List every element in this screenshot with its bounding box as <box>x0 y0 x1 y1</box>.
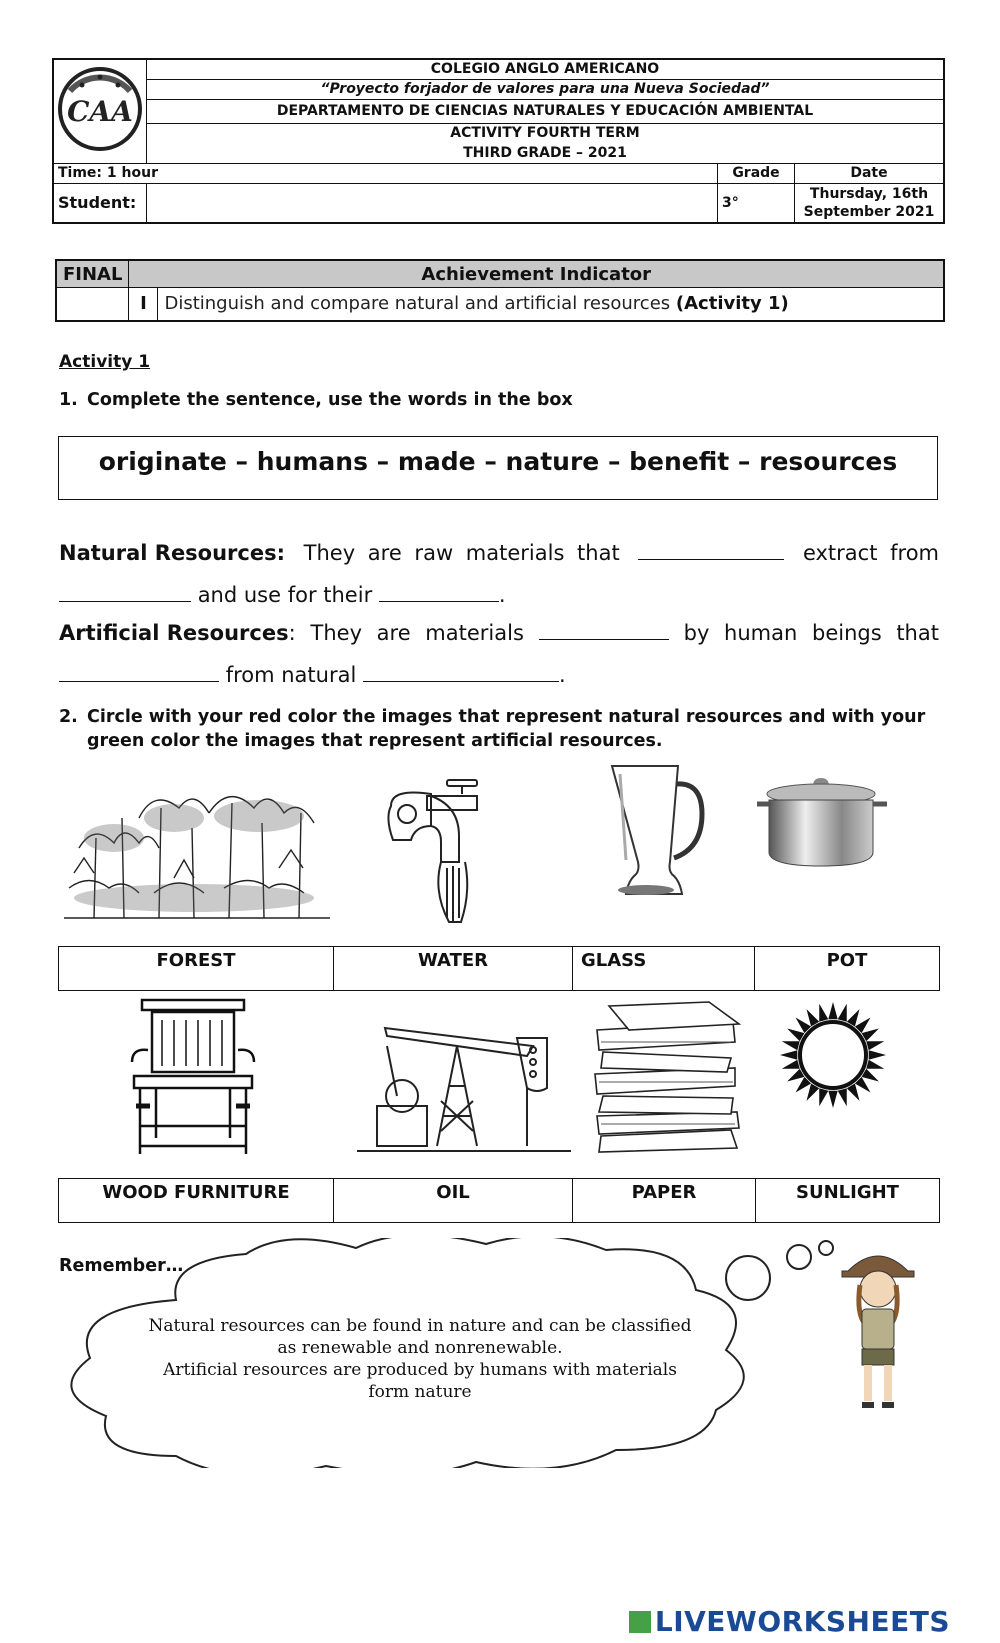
natural-blank-3[interactable] <box>379 583 499 602</box>
sun-ray <box>819 1088 828 1106</box>
girl-scout-illustration <box>840 1245 916 1415</box>
artificial-text-1: They are materials <box>310 621 524 645</box>
natural-blank-2[interactable] <box>59 583 191 602</box>
wood-furniture-image[interactable] <box>128 996 258 1158</box>
activity-term: ACTIVITY FOURTH TERM <box>147 123 945 143</box>
word-bank-box: originate – humans – made – nature – benefit – resources <box>58 436 938 500</box>
sun-image[interactable] <box>778 1000 888 1110</box>
indicator-tag: (Activity 1) <box>675 293 789 315</box>
water-tap-image[interactable] <box>387 778 487 928</box>
grade-year: THIRD GRADE – 2021 <box>147 143 945 163</box>
school-name: COLEGIO ANGLO AMERICANO <box>147 59 945 79</box>
glass-image[interactable] <box>606 762 706 902</box>
artificial-text-3: from natural <box>225 663 357 687</box>
final-cell <box>56 288 129 321</box>
school-logo <box>54 61 146 157</box>
natural-text-1: They are raw materials that <box>303 541 620 565</box>
final-header: FINAL <box>56 260 129 288</box>
header-table <box>52 58 945 224</box>
artificial-text-2: by human beings that <box>683 621 939 645</box>
label-wood-furniture: WOOD FURNITURE <box>59 1179 334 1223</box>
school-motto: “Proyecto forjador de valores para una Nueva Sociedad” <box>147 79 945 99</box>
sun-ray <box>819 1004 828 1022</box>
liveworksheets-logo <box>629 1605 950 1638</box>
artificial-colon: : <box>288 621 296 645</box>
date-line-1: Thursday, 16th <box>809 185 929 202</box>
activity-title: Activity 1 <box>59 352 151 372</box>
cloud-line-1: Natural resources can be found in nature and can be classified <box>148 1316 692 1336</box>
sun-ray <box>838 1004 847 1022</box>
brand-icon <box>629 1611 651 1633</box>
question-1-text: Complete the sentence, use the words in the box <box>87 390 573 410</box>
sun-ray <box>866 1041 884 1050</box>
sun-ray <box>782 1041 800 1050</box>
artificial-blank-1[interactable] <box>539 621 669 640</box>
question-1-number: 1. <box>59 390 78 410</box>
forest-image[interactable] <box>64 778 330 928</box>
svg-text:CAA: CAA <box>67 95 133 129</box>
department-name: DEPARTAMENTO DE CIENCIAS NATURALES Y EDUCACIÓN AMBIENTAL <box>147 99 945 123</box>
student-name-field[interactable] <box>147 183 718 223</box>
cloud-line-3: Artificial resources are produced by humans with materials <box>163 1360 677 1380</box>
date-value <box>795 183 945 223</box>
date-label: Date <box>795 163 945 183</box>
row-1-labels-table <box>58 946 940 991</box>
cloud-line-2: as renewable and nonrenewable. <box>277 1338 563 1358</box>
sun-ray <box>828 1091 837 1108</box>
sun-ray <box>838 1088 847 1106</box>
natural-text-2: extract from <box>802 541 939 565</box>
label-sunlight: SUNLIGHT <box>756 1179 940 1223</box>
student-label: Student: <box>53 183 147 223</box>
cloud-text <box>120 1315 720 1403</box>
label-glass: GLASS <box>573 947 755 991</box>
artificial-blank-2[interactable] <box>59 663 219 682</box>
label-water: WATER <box>334 947 573 991</box>
sun-ray <box>780 1050 797 1059</box>
natural-label: Natural Resources: <box>59 541 286 565</box>
question-2-text: Circle with your red color the images that represent natural resources and with your green color the images that represent artificial resources. <box>87 707 926 751</box>
achievement-table <box>55 259 945 322</box>
sun-ray <box>828 1002 837 1019</box>
label-oil: OIL <box>334 1179 573 1223</box>
indicator-number: I <box>129 288 158 321</box>
natural-blank-1[interactable] <box>638 541 784 560</box>
pot-image[interactable] <box>755 772 890 872</box>
row-2-labels-table <box>58 1178 940 1223</box>
natural-period: . <box>498 583 506 607</box>
question-1 <box>59 388 939 412</box>
grade-label: Grade <box>718 163 795 183</box>
cloud-line-4: form nature <box>368 1382 472 1402</box>
sun-ray <box>782 1060 800 1069</box>
artificial-resources-paragraph <box>59 612 939 696</box>
question-2 <box>59 705 939 753</box>
natural-text-3: and use for their <box>197 583 373 607</box>
oil-pump-image[interactable] <box>357 1016 571 1156</box>
artificial-period: . <box>558 663 566 687</box>
sun-ray <box>866 1060 884 1069</box>
remember-label: Remember… <box>59 1256 184 1276</box>
label-forest: FOREST <box>59 947 334 991</box>
sun-ray <box>869 1050 886 1059</box>
time-label: Time: 1 hour <box>53 163 718 183</box>
achievement-header: Achievement Indicator <box>129 260 944 288</box>
brand-text: LIVEWORKSHEETS <box>654 1605 950 1638</box>
label-pot: POT <box>755 947 940 991</box>
label-paper: PAPER <box>573 1179 756 1223</box>
question-2-number: 2. <box>59 707 78 727</box>
paper-stack-image[interactable] <box>589 996 749 1156</box>
natural-resources-paragraph <box>59 532 939 616</box>
artificial-blank-3[interactable] <box>363 663 559 682</box>
indicator-text <box>158 288 944 321</box>
school-logo-cell <box>53 59 147 163</box>
artificial-label: Artificial Resources <box>59 621 289 645</box>
date-line-2: September 2021 <box>803 203 935 220</box>
indicator-description: Distinguish and compare natural and artificial resources <box>164 293 671 315</box>
grade-value: 3° <box>718 183 795 223</box>
